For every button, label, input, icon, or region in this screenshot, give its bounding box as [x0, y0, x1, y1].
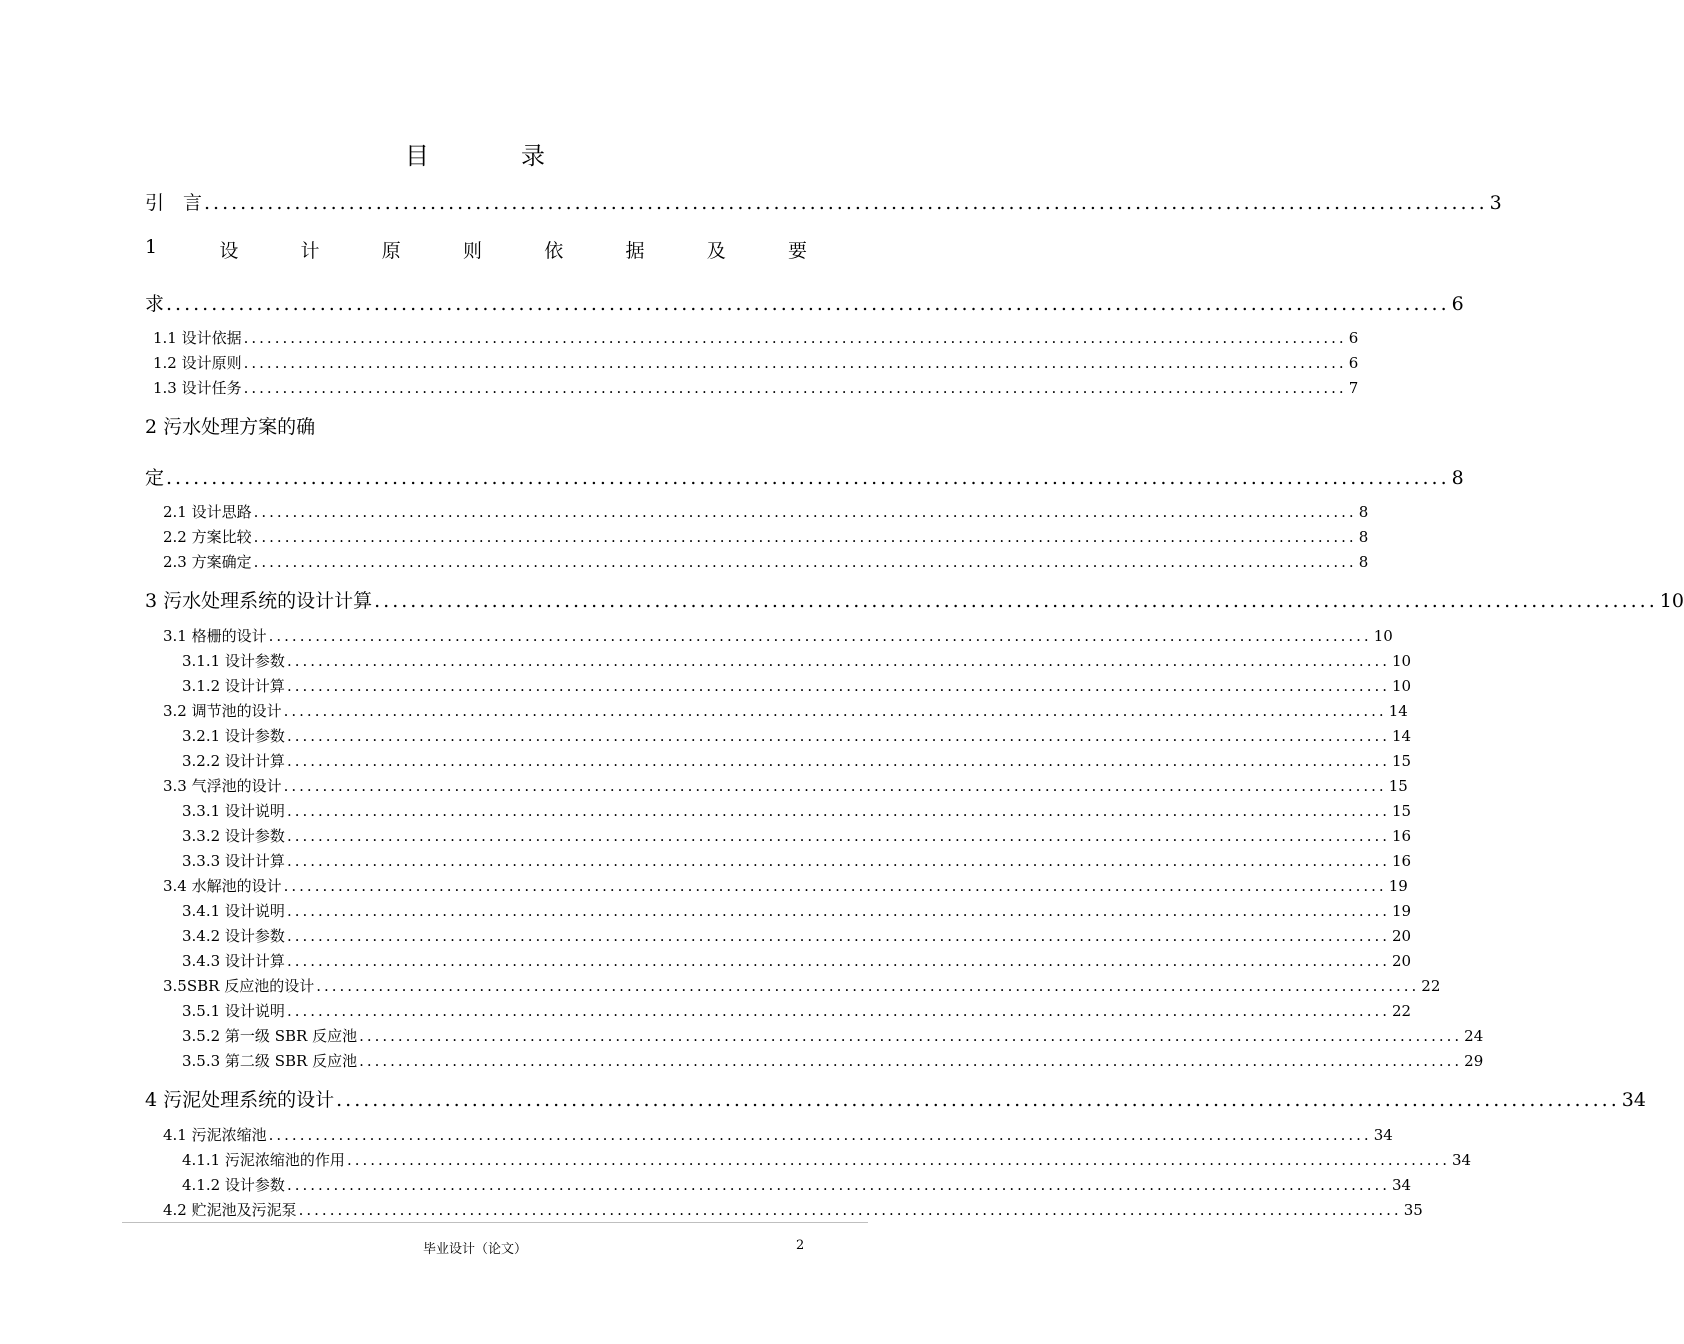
toc-leader-dots: .............................................................................................................................................. [286, 1176, 1391, 1194]
toc-leader-dots: .............................................................................................................................................. [286, 1002, 1391, 1020]
toc-entry-label: 3.3.2 设计参数 [182, 827, 285, 845]
toc-heading-char: 则 [463, 240, 483, 262]
toc-entry-page: 15 [1392, 802, 1412, 820]
toc-entry-label: 2.1 设计思路 [163, 503, 252, 521]
toc-entry-page: 8 [1358, 503, 1369, 521]
toc-entry-label: 3.1.1 设计参数 [182, 652, 285, 670]
toc-entry-label: 4.1 污泥浓缩池 [163, 1126, 267, 1144]
toc-leader-dots: .............................................................................................................................................. [283, 702, 1387, 720]
toc-entry-label: 求 [145, 293, 165, 315]
toc-leader-dots: .............................................................................................................................................. [204, 192, 1488, 214]
toc-entry-label: 4.1.1 污泥浓缩池的作用 [182, 1151, 345, 1169]
toc-entry-page: 15 [1388, 777, 1408, 795]
toc-entry-label: 3.2.2 设计计算 [182, 752, 285, 770]
toc-entry-label: 3.3.3 设计计算 [182, 852, 285, 870]
toc-entry[interactable] [182, 825, 1412, 846]
toc-entry-page: 10 [1392, 677, 1412, 695]
toc-leader-dots: .............................................................................................................................................. [286, 952, 1391, 970]
toc-entry-page: 6 [1451, 293, 1464, 315]
toc-entry[interactable] [163, 501, 1369, 522]
toc-leader-dots: .............................................................................................................................................. [286, 727, 1391, 745]
footer-page-number: 2 [796, 1238, 805, 1253]
toc-entry-page: 16 [1392, 852, 1412, 870]
toc-entry[interactable] [153, 327, 1359, 348]
toc-leader-dots: .............................................................................................................................................. [283, 877, 1387, 895]
toc-entry[interactable] [163, 1199, 1423, 1220]
toc-leader-dots: .............................................................................................................................................. [346, 1151, 1451, 1169]
toc-entry[interactable] [145, 586, 1684, 613]
toc-entry-page: 8 [1358, 553, 1369, 571]
toc-entry-label: 3.5.2 第一级 SBR 反应池 [182, 1027, 358, 1045]
toc-entry-page: 34 [1621, 1089, 1646, 1111]
toc-title: 目 录 [405, 142, 579, 170]
toc-entry[interactable] [153, 377, 1359, 398]
toc-leader-dots: .............................................................................................................................................. [243, 354, 1347, 372]
toc-entry-label: 3.5SBR 反应池的设计 [163, 977, 315, 995]
toc-leader-dots: .............................................................................................................................................. [286, 927, 1391, 945]
toc-entry[interactable] [182, 800, 1412, 821]
toc-entry-label: 1.1 设计依据 [153, 329, 242, 347]
toc-entry[interactable] [145, 188, 1502, 215]
toc-entry-label[interactable]: 2 污水处理方案的确 [145, 416, 316, 438]
toc-leader-dots: .............................................................................................................................................. [268, 1126, 1372, 1144]
toc-leader-dots: .............................................................................................................................................. [166, 293, 1450, 315]
toc-entry-page: 7 [1348, 379, 1359, 397]
toc-entry[interactable] [182, 1149, 1472, 1170]
toc-leader-dots: .............................................................................................................................................. [359, 1027, 1463, 1045]
toc-entry-page: 8 [1358, 528, 1369, 546]
toc-entry-page: 29 [1464, 1052, 1484, 1070]
toc-leader-dots: .............................................................................................................................................. [286, 652, 1391, 670]
footer-text: 毕业设计（论文） [422, 1242, 527, 1257]
toc-entry-label: 1.2 设计原则 [153, 354, 242, 372]
toc-entry-page: 35 [1403, 1201, 1423, 1219]
toc-leader-dots: .............................................................................................................................................. [316, 977, 1420, 995]
footer-divider [122, 1222, 868, 1223]
toc-heading-char: 计 [300, 240, 320, 262]
toc-entry-page: 3 [1489, 192, 1502, 214]
toc-entry-label: 3.5.3 第二级 SBR 反应池 [182, 1052, 358, 1070]
toc-entry-page: 8 [1451, 467, 1464, 489]
toc-leader-dots: .............................................................................................................................................. [286, 827, 1391, 845]
toc-entry-page: 20 [1392, 952, 1412, 970]
toc-entry-label: 3.1 格栅的设计 [163, 627, 267, 645]
toc-entry-label: 3.4 水解池的设计 [163, 877, 282, 895]
toc-heading-char: 原 [381, 240, 401, 262]
toc-leader-dots: .............................................................................................................................................. [268, 627, 1372, 645]
toc-heading-char: 要 [787, 240, 807, 262]
toc-leader-dots: .............................................................................................................................................. [286, 752, 1391, 770]
toc-entry[interactable] [163, 526, 1369, 547]
toc-entry[interactable] [182, 1174, 1412, 1195]
toc-leader-dots: .............................................................................................................................................. [336, 1089, 1620, 1111]
toc-entry[interactable] [182, 1025, 1484, 1046]
toc-heading-char: 设 [219, 240, 239, 262]
toc-entry-label: 3 污水处理系统的设计计算 [145, 590, 373, 612]
toc-leader-dots: .............................................................................................................................................. [359, 1052, 1463, 1070]
toc-entry-label: 2.3 方案确定 [163, 553, 252, 571]
toc-leader-dots: .............................................................................................................................................. [253, 528, 1357, 546]
toc-entry[interactable] [153, 352, 1359, 373]
toc-leader-dots: .............................................................................................................................................. [243, 329, 1347, 347]
toc-entry-page: 16 [1392, 827, 1412, 845]
toc-entry[interactable] [163, 875, 1408, 896]
toc-entry-label: 3.4.2 设计参数 [182, 927, 285, 945]
toc-entry-label: 3.4.3 设计计算 [182, 952, 285, 970]
toc-leader-dots: .............................................................................................................................................. [166, 467, 1450, 489]
toc-entry-label: 2.2 方案比较 [163, 528, 252, 546]
toc-entry-label: 4 污泥处理系统的设计 [145, 1089, 335, 1111]
toc-entry-label: 1.3 设计任务 [153, 379, 242, 397]
toc-entry-page: 15 [1392, 752, 1412, 770]
toc-heading-char: 1 [145, 236, 158, 258]
toc-entry-label: 3.1.2 设计计算 [182, 677, 285, 695]
toc-entry-page: 22 [1421, 977, 1441, 995]
toc-entry-page: 34 [1392, 1176, 1412, 1194]
toc-entry[interactable] [182, 650, 1412, 671]
toc-entry[interactable] [163, 975, 1441, 996]
toc-heading-char: 及 [706, 240, 726, 262]
toc-entry-page: 20 [1392, 927, 1412, 945]
toc-heading-char: 依 [544, 240, 564, 262]
toc-entry[interactable] [182, 950, 1412, 971]
toc-entry[interactable] [145, 289, 1464, 316]
toc-entry[interactable] [182, 1000, 1412, 1021]
toc-leader-dots: .............................................................................................................................................. [374, 590, 1658, 612]
toc-leader-dots: .............................................................................................................................................. [253, 553, 1357, 571]
toc-leader-dots: .............................................................................................................................................. [286, 677, 1391, 695]
toc-entry-label: 引 言 [145, 192, 203, 214]
toc-entry[interactable] [182, 675, 1412, 696]
toc-entry[interactable] [182, 850, 1412, 871]
toc-entry-page: 19 [1388, 877, 1408, 895]
toc-entry-page: 14 [1388, 702, 1408, 720]
toc-heading-char: 据 [625, 240, 645, 262]
toc-entry-page: 24 [1464, 1027, 1484, 1045]
toc-leader-dots: .............................................................................................................................................. [286, 902, 1391, 920]
toc-entry-page: 10 [1373, 627, 1393, 645]
toc-entry-page: 6 [1348, 354, 1359, 372]
toc-entry[interactable] [145, 463, 1464, 490]
toc-entry[interactable] [163, 700, 1408, 721]
toc-entry-spread-heading[interactable] [145, 236, 807, 263]
toc-entry[interactable] [182, 925, 1412, 946]
toc-entry[interactable] [163, 625, 1393, 646]
toc-entry[interactable] [182, 1050, 1484, 1071]
toc-entry-page: 34 [1373, 1126, 1393, 1144]
toc-entry-label: 4.1.2 设计参数 [182, 1176, 285, 1194]
toc-leader-dots: .............................................................................................................................................. [298, 1201, 1402, 1219]
toc-leader-dots: .............................................................................................................................................. [253, 503, 1357, 521]
toc-entry[interactable] [182, 750, 1412, 771]
toc-entry-label: 3.3 气浮池的设计 [163, 777, 282, 795]
toc-entry[interactable] [182, 725, 1412, 746]
toc-entry-page: 14 [1392, 727, 1412, 745]
toc-entry-label: 定 [145, 467, 165, 489]
toc-entry-label: 3.5.1 设计说明 [182, 1002, 285, 1020]
toc-entry[interactable] [163, 775, 1408, 796]
toc-entry-label: 3.3.1 设计说明 [182, 802, 285, 820]
toc-leader-dots: .............................................................................................................................................. [286, 852, 1391, 870]
toc-leader-dots: .............................................................................................................................................. [243, 379, 1347, 397]
toc-entry-label: 3.4.1 设计说明 [182, 902, 285, 920]
toc-entry[interactable] [163, 551, 1369, 572]
toc-entry-label: 4.2 贮泥池及污泥泵 [163, 1201, 297, 1219]
toc-entry[interactable] [145, 1085, 1646, 1112]
toc-entry[interactable] [182, 900, 1412, 921]
toc-entry-page: 22 [1392, 1002, 1412, 1020]
toc-leader-dots: .............................................................................................................................................. [286, 802, 1391, 820]
toc-leader-dots: .............................................................................................................................................. [283, 777, 1387, 795]
toc-entry-label: 3.2 调节池的设计 [163, 702, 282, 720]
toc-entry-page: 10 [1392, 652, 1412, 670]
toc-entry-label: 3.2.1 设计参数 [182, 727, 285, 745]
toc-entry-page: 19 [1392, 902, 1412, 920]
toc-entry-page: 6 [1348, 329, 1359, 347]
toc-entry-page: 10 [1659, 590, 1684, 612]
toc-entry-page: 34 [1452, 1151, 1472, 1169]
toc-entry[interactable] [163, 1124, 1393, 1145]
